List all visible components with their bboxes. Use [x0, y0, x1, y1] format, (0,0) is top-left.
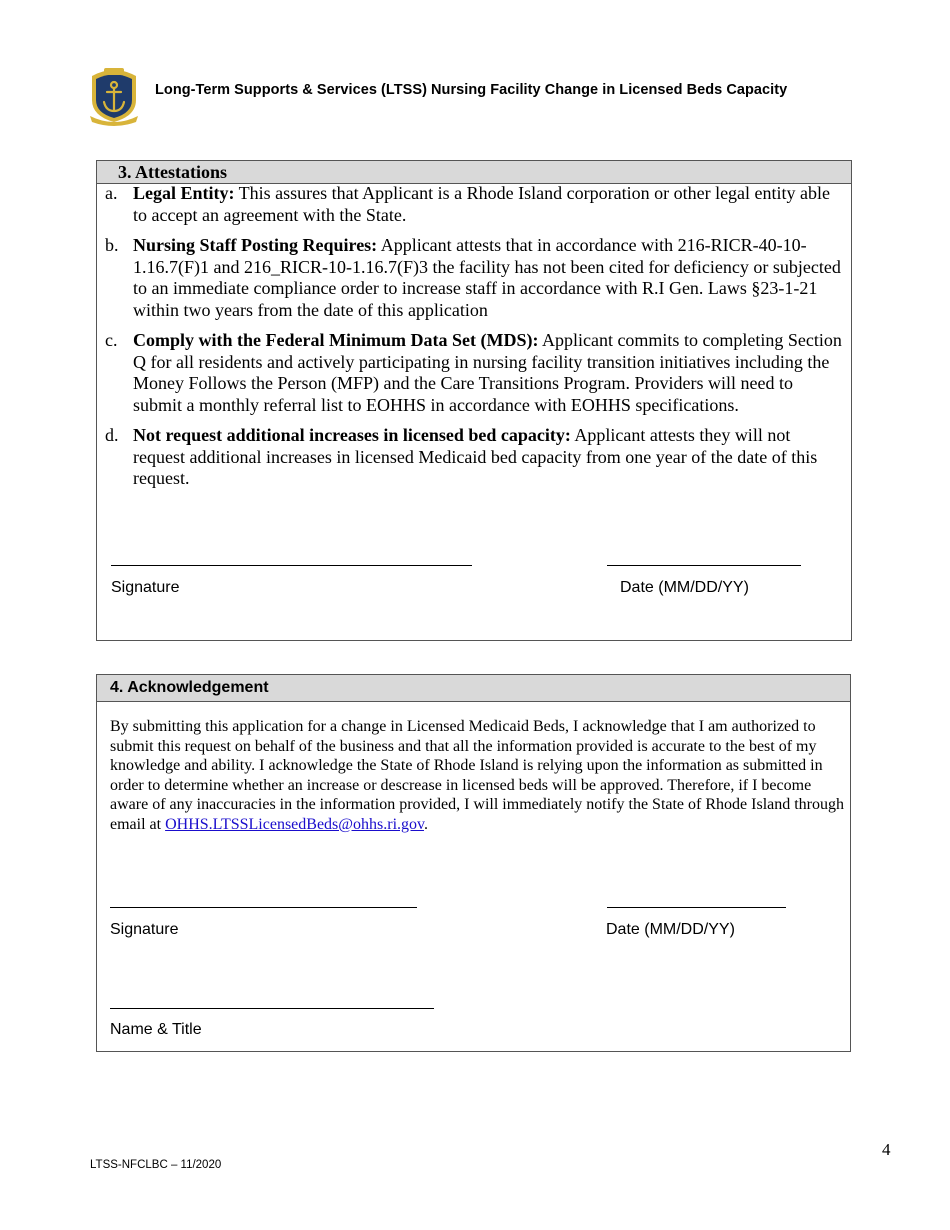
acknowledgement-body-end: .: [423, 815, 428, 833]
attestation-item: [105, 330, 845, 416]
attestation-item: [105, 425, 845, 490]
rhode-island-seal-icon: [86, 66, 142, 126]
document-title: Long-Term Supports & Services (LTSS) Nursing Facility Change in Licensed Beds Capacity: [155, 82, 788, 98]
attestation-item: [105, 235, 845, 321]
form-code: LTSS-NFCLBC – 11/2020: [90, 1159, 222, 1171]
item-heading: Legal Entity:: [133, 183, 235, 203]
item-label: a.: [105, 183, 118, 203]
ack-date-label: Date (MM/DD/YY): [606, 921, 735, 938]
item-text: This assures that Applicant is a Rhode Island corporation or other legal entity able to accept an agreement with the State.: [133, 183, 831, 225]
name-title-label: Name & Title: [110, 1021, 202, 1038]
item-label: c.: [105, 330, 118, 350]
item-label: b.: [105, 235, 119, 255]
date-line[interactable]: [607, 565, 801, 566]
ack-signature-label: Signature: [110, 921, 179, 938]
signature-label: Signature: [111, 579, 180, 596]
attestations-heading: 3. Attestations: [97, 161, 851, 184]
item-text: Applicant commits to completing Section Q for all residents and actively participating in nursing facility transition initiatives including the Money Follows the Person (MFP) and the Care Transitions Program. Providers will need to submit a monthly referral list to EOHHS in accordance with EOHHS specifications.: [133, 330, 842, 415]
acknowledgement-text: [110, 717, 845, 834]
item-heading: Not request additional increases in licensed bed capacity:: [133, 425, 571, 445]
acknowledgement-heading: 4. Acknowledgement: [97, 675, 850, 702]
acknowledgement-section: [96, 674, 851, 1052]
ack-signature-line[interactable]: [110, 907, 417, 908]
signature-line[interactable]: [111, 565, 472, 566]
item-text: Applicant attests they will not request additional increases in licensed Medicaid bed capacity from one year of the date of this request.: [133, 425, 818, 488]
ack-date-line[interactable]: [607, 907, 786, 908]
attestations-list: [105, 183, 845, 499]
page-number: 4: [882, 1140, 891, 1159]
item-heading: Comply with the Federal Minimum Data Set (MDS):: [133, 330, 539, 350]
attestations-section: [96, 160, 852, 641]
acknowledgement-body: By submitting this application for a change in Licensed Medicaid Beds, I acknowledge that I am authorized to submit this request on behalf of the business and that all the information provided is accurate to the best of my knowledge and ability. I acknowledge the State of Rhode Island is relying upon the information as submitted in order to determine whether an increase or descrease in licensed beds will be approved. Therefore, if I become aware of any inaccuracies in the information provided, I will immediately notify the State of Rhode Island through email at: [110, 718, 845, 833]
date-label: Date (MM/DD/YY): [620, 579, 749, 596]
name-title-line[interactable]: [110, 1008, 434, 1009]
email-link[interactable]: OHHS.LTSSLicensedBeds@ohhs.ri.gov: [165, 815, 424, 833]
item-heading: Nursing Staff Posting Requires:: [133, 235, 378, 255]
item-text: Applicant attests that in accordance with 216-RICR-40-10-1.16.7(F)1 and 216_RICR-10-1.16.7(F)3 the facility has not been cited for deficiency or subjected to an immediate compliance order to increase staff in accordance with R.I Gen. Laws §23-1-21 within two years from the date of this application: [133, 235, 841, 320]
attestation-item: [105, 183, 845, 226]
item-label: d.: [105, 425, 119, 445]
